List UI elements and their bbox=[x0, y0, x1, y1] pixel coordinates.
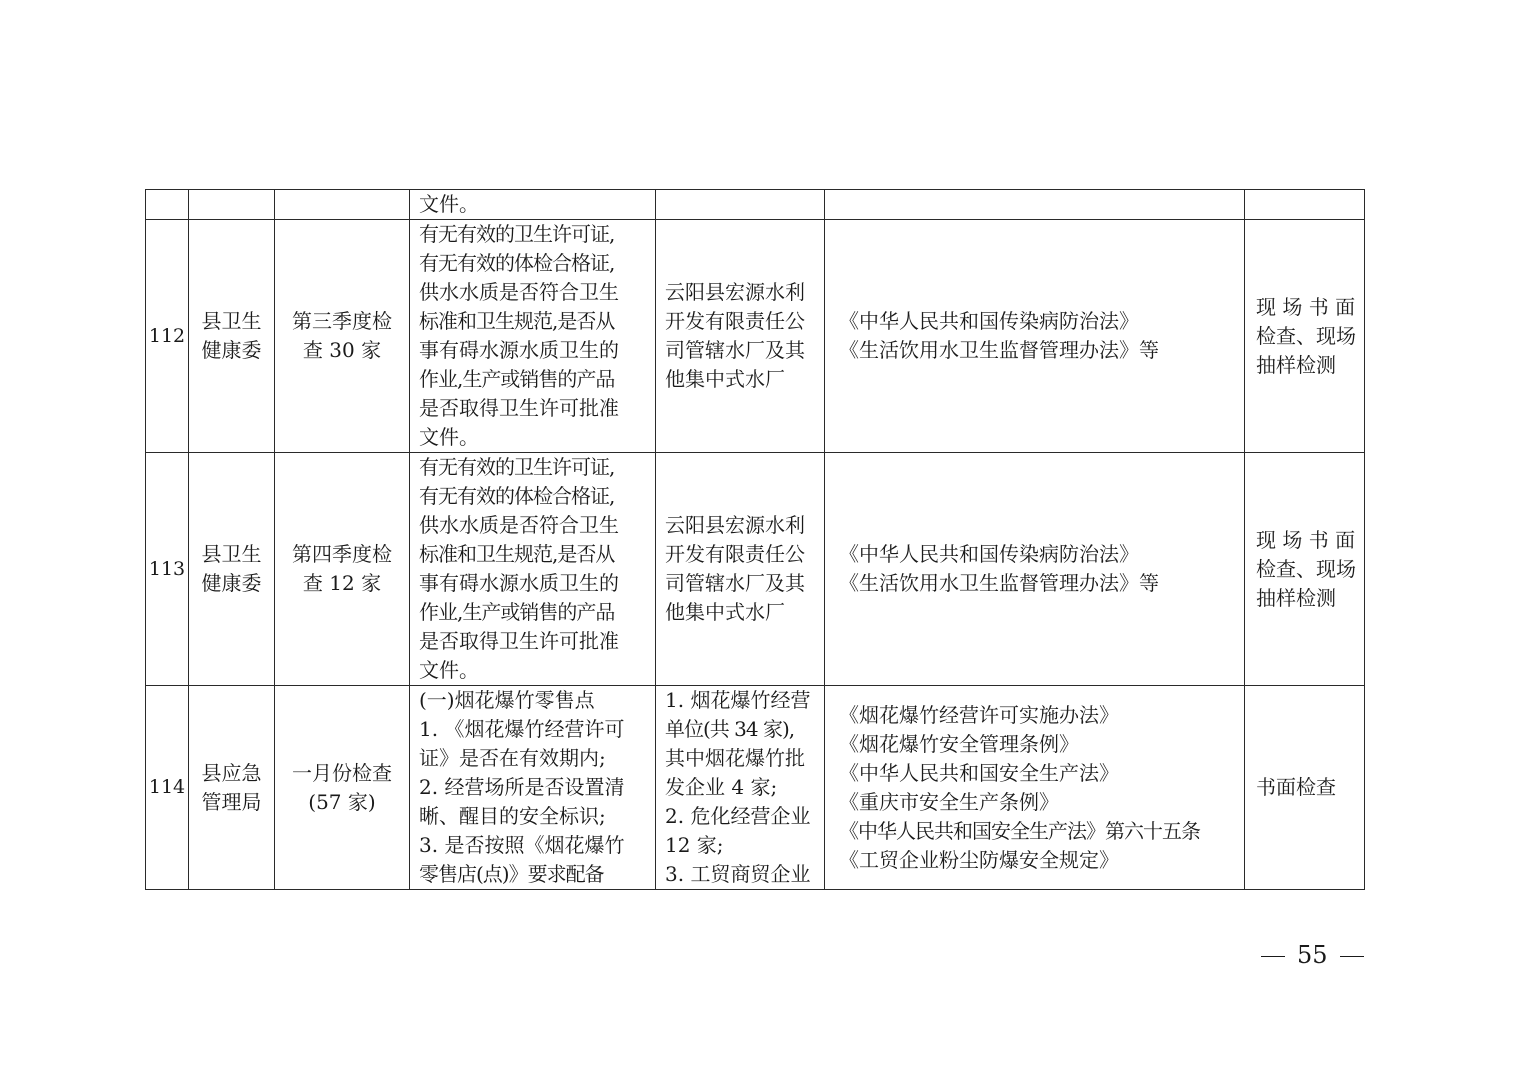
target-cell bbox=[656, 220, 825, 453]
content-line: 晰、醒目的安全标识; bbox=[419, 804, 606, 828]
content-line: 有无有效的体检合格证, bbox=[419, 251, 615, 275]
content-cell bbox=[410, 686, 656, 890]
department-line: 县应急 bbox=[201, 760, 262, 785]
target-line: 开发有限责任公 bbox=[665, 542, 805, 566]
basis-line: 《中华人民共和国传染病防治法》 bbox=[839, 542, 1139, 566]
cell-method bbox=[1245, 190, 1365, 220]
content-line: 2. 经营场所是否设置清 bbox=[419, 775, 625, 799]
basis-cell bbox=[825, 686, 1245, 890]
basis-cell bbox=[825, 453, 1245, 686]
period-line: 查 12 家 bbox=[302, 571, 382, 595]
content-line: 零售店(点)》要求配备 bbox=[419, 862, 604, 886]
target-line: 12 家; bbox=[665, 833, 724, 857]
cell-basis bbox=[825, 190, 1245, 220]
target-line: 其中烟花爆竹批 bbox=[665, 746, 805, 770]
period-line: 第四季度检 bbox=[292, 542, 392, 566]
basis-line: 《重庆市安全生产条例》 bbox=[839, 789, 1059, 814]
target-line: 云阳县宏源水利 bbox=[665, 513, 805, 537]
row-number: 112 bbox=[146, 220, 189, 453]
content-line: 供水水质是否符合卫生 bbox=[419, 513, 619, 537]
basis-line: 《生活饮用水卫生监督管理办法》等 bbox=[839, 571, 1159, 595]
target-line: 司管辖水厂及其 bbox=[665, 571, 805, 595]
department-line: 管理局 bbox=[201, 789, 262, 814]
target-line: 单位(共 34 家), bbox=[665, 717, 795, 741]
method-cell bbox=[1245, 453, 1365, 686]
method-cell bbox=[1245, 220, 1365, 453]
content-line: 文件。 bbox=[419, 192, 479, 216]
cell-dept bbox=[189, 190, 275, 220]
method-line: 抽样检测 bbox=[1256, 352, 1336, 377]
basis-line: 《烟花爆竹经营许可实施办法》 bbox=[839, 702, 1119, 727]
basis-line: 《生活饮用水卫生监督管理办法》等 bbox=[839, 338, 1159, 362]
content-line: 标准和卫生规范,是否从 bbox=[419, 542, 615, 566]
basis-line: 《烟花爆竹安全管理条例》 bbox=[839, 731, 1079, 756]
content-line: 1. 《烟花爆竹经营许可 bbox=[419, 717, 625, 741]
page-number-value: 55 bbox=[1297, 941, 1328, 969]
target-line: 3. 工贸商贸企业 bbox=[665, 862, 811, 886]
table-row bbox=[146, 686, 1365, 890]
table-row-continuation bbox=[146, 190, 1365, 220]
method-line: 书面检查 bbox=[1256, 775, 1336, 799]
period-line: 一月份检查 bbox=[292, 760, 392, 785]
content-line: 有无有效的卫生许可证, bbox=[419, 455, 615, 479]
content-line: 有无有效的体检合格证, bbox=[419, 484, 615, 508]
period-cell bbox=[275, 220, 410, 453]
content-line: 供水水质是否符合卫生 bbox=[419, 280, 619, 304]
target-line: 云阳县宏源水利 bbox=[665, 280, 805, 304]
content-cell bbox=[410, 453, 656, 686]
target-line: 1. 烟花爆竹经营 bbox=[665, 688, 811, 712]
department-line: 县卫生 bbox=[201, 309, 262, 333]
content-line: 3. 是否按照《烟花爆竹 bbox=[419, 833, 625, 857]
content-line: 标准和卫生规范,是否从 bbox=[419, 309, 615, 333]
row-number: 114 bbox=[146, 686, 189, 890]
basis-line: 《中华人民共和国传染病防治法》 bbox=[839, 309, 1139, 333]
content-line: 作业,生产或销售的产品 bbox=[419, 367, 615, 391]
method-line: 现 场 书 面 bbox=[1256, 294, 1356, 319]
table-row bbox=[146, 453, 1365, 686]
content-line: 有无有效的卫生许可证, bbox=[419, 222, 615, 246]
content-line: 文件。 bbox=[419, 425, 479, 449]
row-number: 113 bbox=[146, 453, 189, 686]
content-line: 证》是否在有效期内; bbox=[419, 746, 606, 770]
target-line: 发企业 4 家; bbox=[665, 775, 778, 799]
content-line: 是否取得卫生许可批准 bbox=[419, 396, 619, 420]
page-number bbox=[1249, 941, 1376, 969]
content-line: 是否取得卫生许可批准 bbox=[419, 629, 619, 653]
method-line: 现 场 书 面 bbox=[1256, 527, 1356, 552]
content-line: 文件。 bbox=[419, 658, 479, 682]
department-cell bbox=[189, 220, 275, 453]
basis-line: 《中华人民共和国安全生产法》 bbox=[839, 760, 1119, 785]
department-cell bbox=[189, 453, 275, 686]
target-line: 他集中式水厂 bbox=[665, 367, 785, 391]
target-line: 开发有限责任公 bbox=[665, 309, 805, 333]
basis-line: 《中华人民共和国安全生产法》第六十五条 bbox=[839, 818, 1200, 843]
target-cell bbox=[656, 453, 825, 686]
basis-cell bbox=[825, 220, 1245, 453]
cell-period bbox=[275, 190, 410, 220]
department-line: 健康委 bbox=[201, 338, 262, 362]
method-line: 检查、现场 bbox=[1256, 556, 1356, 581]
department-cell bbox=[189, 686, 275, 890]
content-line: 作业,生产或销售的产品 bbox=[419, 600, 615, 624]
period-line: 查 30 家 bbox=[302, 338, 382, 362]
page-number-dash-left bbox=[1261, 956, 1285, 957]
method-line: 检查、现场 bbox=[1256, 323, 1356, 348]
cell-no bbox=[146, 190, 189, 220]
content-cell bbox=[410, 220, 656, 453]
target-line: 他集中式水厂 bbox=[665, 600, 785, 624]
period-line: 第三季度检 bbox=[292, 309, 392, 333]
department-line: 健康委 bbox=[201, 571, 262, 595]
basis-line: 《工贸企业粉尘防爆安全规定》 bbox=[839, 847, 1119, 872]
method-cell bbox=[1245, 686, 1365, 890]
cell-content bbox=[410, 190, 656, 220]
page-number-dash-right bbox=[1340, 956, 1364, 957]
content-line: (一)烟花爆竹零售点 bbox=[419, 688, 595, 712]
target-line: 2. 危化经营企业 bbox=[665, 804, 811, 828]
cell-target bbox=[656, 190, 825, 220]
inspection-table bbox=[145, 189, 1365, 890]
content-line: 事有碍水源水质卫生的 bbox=[419, 571, 619, 595]
content-line: 事有碍水源水质卫生的 bbox=[419, 338, 619, 362]
period-line: (57 家) bbox=[308, 789, 376, 814]
period-cell bbox=[275, 686, 410, 890]
target-line: 司管辖水厂及其 bbox=[665, 338, 805, 362]
method-line: 抽样检测 bbox=[1256, 585, 1336, 610]
table-row bbox=[146, 220, 1365, 453]
period-cell bbox=[275, 453, 410, 686]
department-line: 县卫生 bbox=[201, 542, 262, 566]
target-cell bbox=[656, 686, 825, 890]
